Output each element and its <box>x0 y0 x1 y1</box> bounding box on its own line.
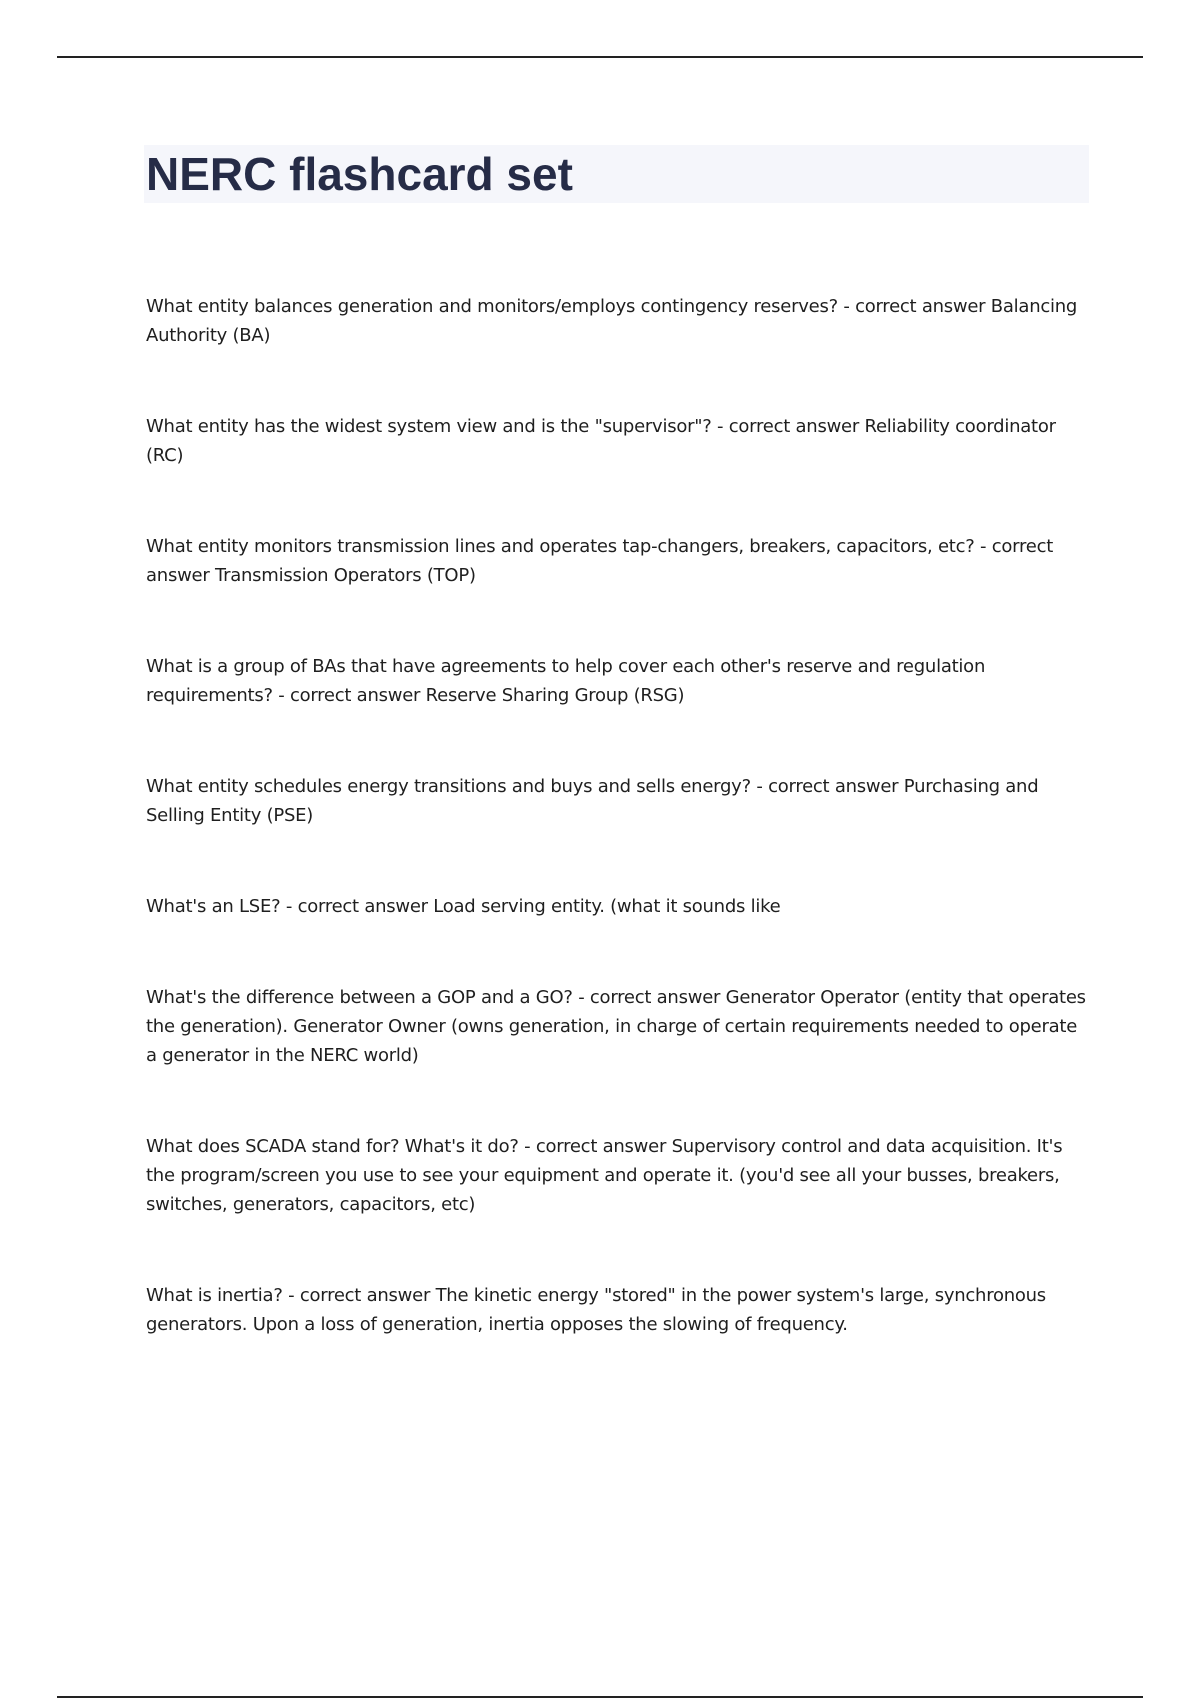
flashcard-item: What does SCADA stand for? What's it do? - correct answer Supervisory control and data acquisition. It's the program/screen you use to see your equipment and operate it. (you'd see all your busses, breakers, switches, generators, capacitors, etc) <box>146 1136 1063 1215</box>
flashcard-item: What entity balances generation and monitors/employs contingency reserves? - correct answer Balancing Authority (BA) <box>146 296 1078 346</box>
flashcard-item: What's an LSE? - correct answer Load serving entity. (what it sounds like <box>146 896 781 917</box>
flashcard-item: What entity schedules energy transitions and buys and sells energy? - correct answer Purchasing and Selling Entity (PSE) <box>146 776 1039 826</box>
flashcard-item: What entity monitors transmission lines and operates tap-changers, breakers, capacitors, etc? - correct answer Transmission Operators (TOP) <box>146 536 1054 586</box>
document-title: NERC flashcard set <box>146 148 573 200</box>
flashcard-item: What is a group of BAs that have agreements to help cover each other's reserve and regulation requirements? - correct answer Reserve Sharing Group (RSG) <box>146 656 986 706</box>
bottom-rule <box>57 1696 1143 1698</box>
flashcard-item: What's the difference between a GOP and a GO? - correct answer Generator Operator (entity that operates the generation). Generator Owner (owns generation, in charge of certain requirements needed to operate a generator in the NERC world) <box>146 987 1086 1066</box>
top-rule <box>57 56 1143 58</box>
flashcard-list <box>146 292 1091 1339</box>
flashcard-item: What is inertia? - correct answer The kinetic energy "stored" in the power system's large, synchronous generators. Upon a loss of generation, inertia opposes the slowing of frequency. <box>146 1285 1046 1335</box>
flashcard-item: What entity has the widest system view and is the "supervisor"? - correct answer Reliability coordinator (RC) <box>146 416 1056 466</box>
